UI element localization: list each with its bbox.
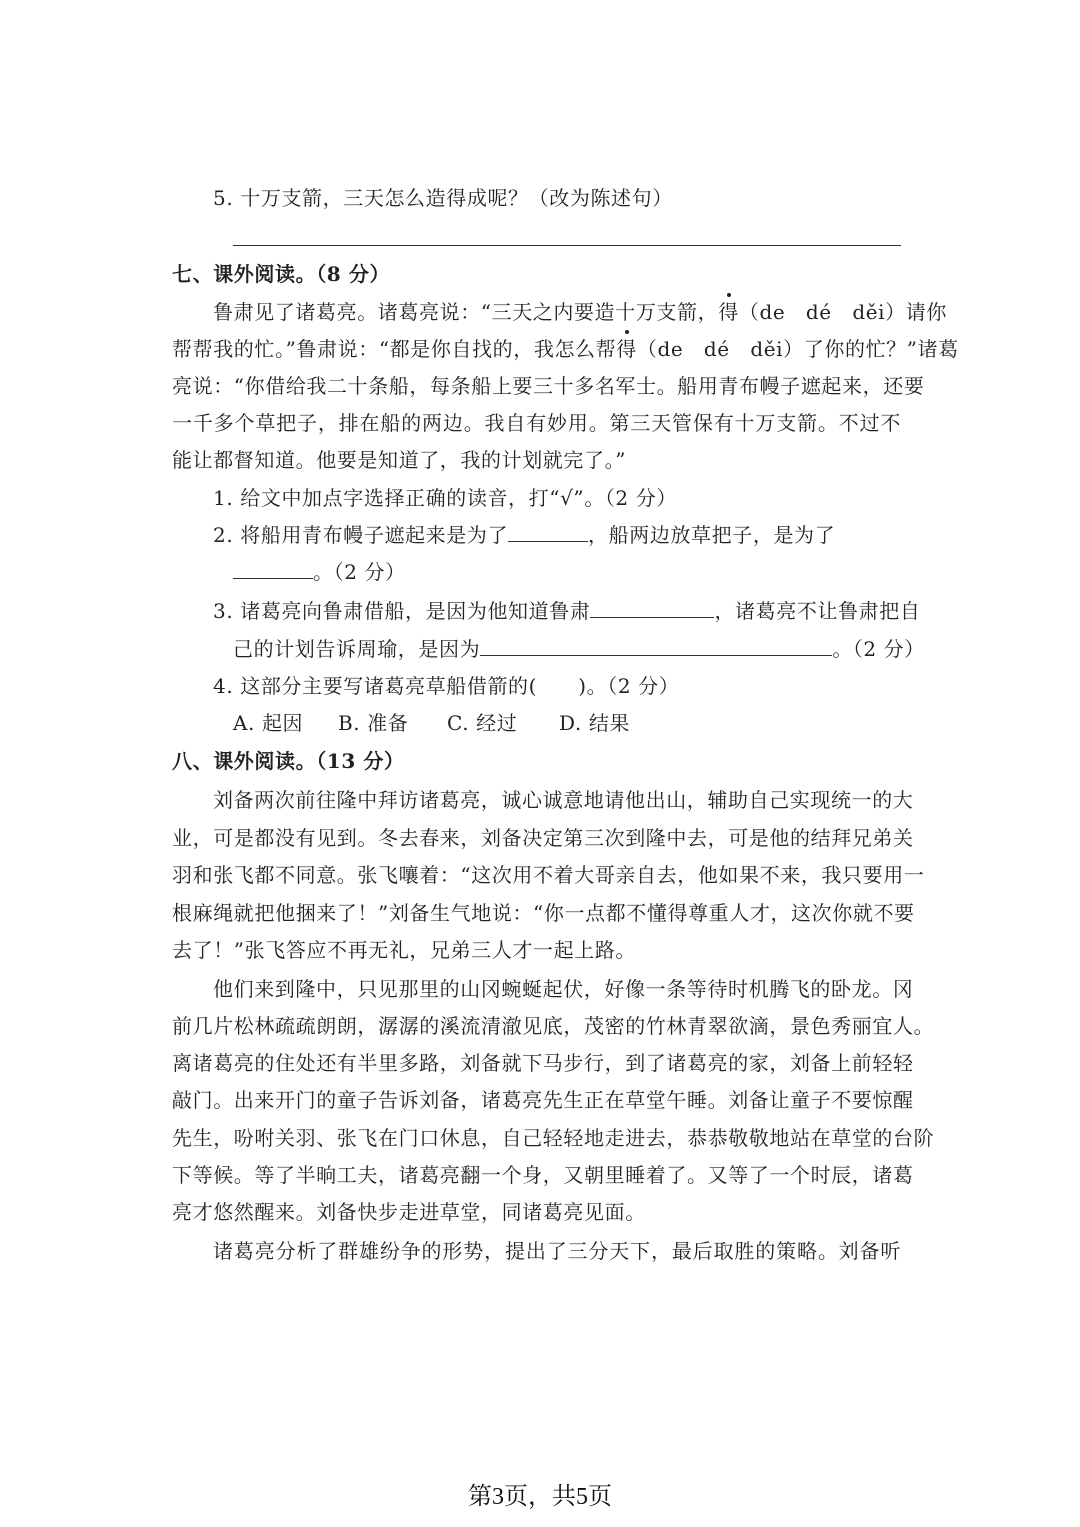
s7-q2-text-b: ，船两边放草把子，是为了 [588,523,836,547]
s7-question-3 [213,599,921,623]
s7-line1-text-b: （de dé děi）请你 [738,300,947,324]
page-number: 第3页，共5页 [468,1484,612,1510]
s8-line-9: 敲门。出来开门的童子告诉刘备，诸葛亮先生正在草堂午睡。刘备让童子不要惊醒 [172,1088,914,1112]
s7-line2-text-a: 帮帮我的忙。”鲁肃说：“都是你自找的，我怎么帮 [172,337,617,361]
s8-line-3: 羽和张飞都不同意。张飞嚷着：“这次用不着大哥亲自去，他如果不来，我只要用一 [172,863,925,887]
s8-line-2: 业，可是都没有见到。冬去春来，刘备决定第三次到隆中去，可是他的结拜兄弟关 [172,826,914,850]
s8-line-11: 下等候。等了半晌工夫，诸葛亮翻一个身，又朝里睡着了。又等了一个时辰，诸葛 [172,1163,914,1187]
option-a[interactable]: A. 起因 [233,711,304,735]
s7-q3-text-a: 3. 诸葛亮向鲁肃借船，是因为他知道鲁肃 [213,599,591,623]
answer-blank-q3-2[interactable] [480,637,832,656]
s7-question-2-cont [233,560,406,584]
section-7-heading: 七、课外阅读。（8 分） [172,262,391,286]
s7-question-4: 4. 这部分主要写诸葛亮草船借箭的( )。（2 分） [213,674,680,698]
s7-q2-text-c: 。（2 分） [313,560,406,584]
s7-q2-text-a: 2. 将船用青布幔子遮起来是为了 [213,523,509,547]
s8-line-10: 先生，吩咐关羽、张飞在门口休息，自己轻轻地走进去，恭恭敬敬地站在草堂的台阶 [172,1126,935,1150]
s7-question-1: 1. 给文中加点字选择正确的读音，打“√”。（2 分） [213,486,677,510]
answer-line-q5[interactable] [233,245,901,246]
s7-q3-text-d: 。（2 分） [832,637,925,661]
s8-line-8: 离诸葛亮的住处还有半里多路，刘备就下马步行，到了诸葛亮的家，刘备上前轻轻 [172,1051,914,1075]
s8-line-4: 根麻绳就把他捆来了！”刘备生气地说：“你一点都不懂得尊重人才，这次你就不要 [172,901,915,925]
s8-line-12: 亮才悠然醒来。刘备快步走进草堂，同诸葛亮见面。 [172,1200,646,1224]
s7-passage-line-2 [172,337,959,361]
s8-line-13: 诸葛亮分析了群雄纷争的形势，提出了三分天下，最后取胜的策略。刘备听 [213,1239,901,1263]
answer-blank-q3-1[interactable] [590,599,714,618]
s7-q3-text-b: ，诸葛亮不让鲁肃把自 [714,599,921,623]
option-c[interactable]: C. 经过 [447,711,518,735]
s7-passage-line-1 [213,300,947,324]
option-b[interactable]: B. 准备 [338,711,409,735]
s7-line2-text-b: （de dé děi）了你的忙？”诸葛 [636,337,959,361]
s7-q3-text-c: 己的计划告诉周瑜，是因为 [233,637,481,661]
option-d[interactable]: D. 结果 [559,711,631,735]
s7-question-3-cont [233,637,925,661]
s7-question-2 [213,523,901,547]
answer-blank-q2-1[interactable] [508,523,588,542]
s7-passage-line-5: 能让都督知道。他要是知道了，我的计划就完了。” [172,448,627,472]
s7-q4-options [233,711,693,735]
s8-line-1: 刘备两次前往隆中拜访诸葛亮，诚心诚意地请他出山，辅助自己实现统一的大 [213,788,914,812]
answer-blank-q2-2[interactable] [233,560,313,579]
section-8-heading: 八、课外阅读。（13 分） [172,749,405,773]
dotted-char-de-2: 得 [616,337,637,361]
question-5: 5. 十万支箭，三天怎么造得成呢？（改为陈述句） [213,186,673,210]
s8-line-7: 前几片松林疏疏朗朗，潺潺的溪流清澈见底，茂密的竹林青翠欲滴，景色秀丽宜人。 [172,1014,935,1038]
s7-passage-line-3: 亮说：“你借给我二十条船，每条船上要三十多名军士。船用青布幔子遮起来，还要 [172,374,925,398]
s7-line1-text-a: 鲁肃见了诸葛亮。诸葛亮说：“三天之内要造十万支箭， [213,300,719,324]
dotted-char-de-1: 得 [718,300,739,324]
s8-line-5: 去了！”张飞答应不再无礼，兄弟三人才一起上路。 [172,938,637,962]
s7-passage-line-4: 一千多个草把子，排在船的两边。我自有妙用。第三天管保有十万支箭。不过不 [172,411,901,435]
s8-line-6: 他们来到隆中，只见那里的山冈蜿蜒起伏，好像一条等待时机腾飞的卧龙。冈 [213,977,914,1001]
